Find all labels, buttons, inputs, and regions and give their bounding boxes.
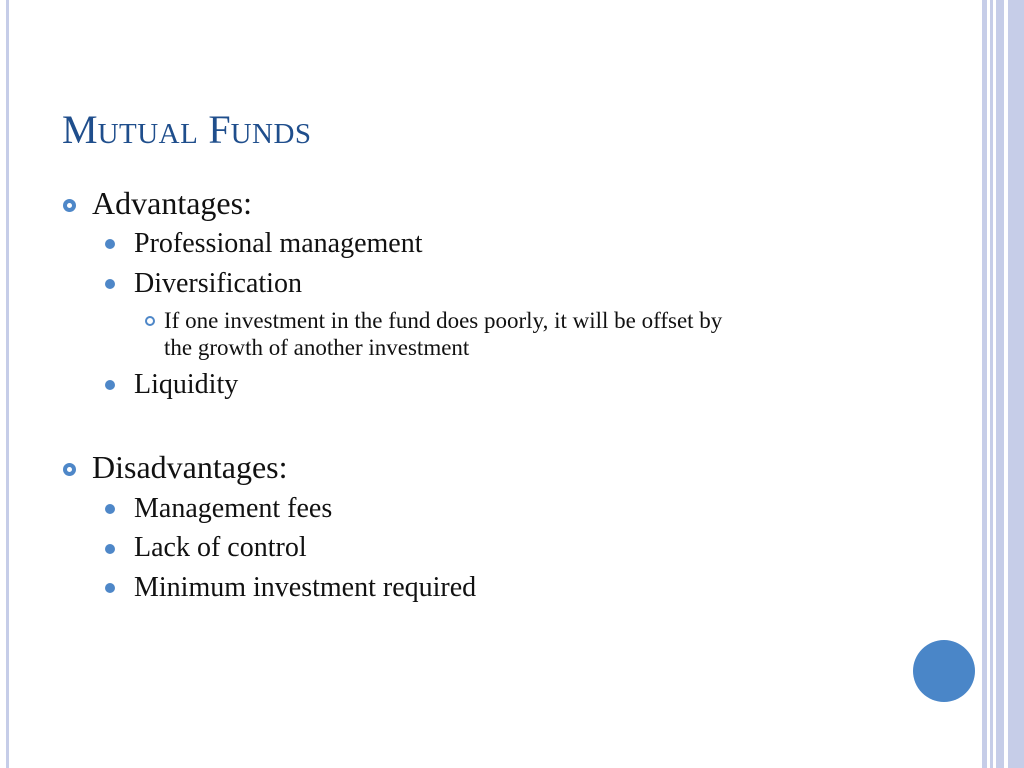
disadvantage-item: Management fees xyxy=(134,493,333,524)
advantage-item: Diversification xyxy=(134,268,302,299)
disadvantage-item: Minimum investment required xyxy=(134,572,477,603)
dot-bullet-icon xyxy=(105,544,115,554)
right-frame-stripe xyxy=(996,0,1004,768)
open-circle-bullet-icon xyxy=(63,199,76,212)
advantage-item: Liquidity xyxy=(134,369,239,400)
dot-bullet-icon xyxy=(105,279,115,289)
title-first-cap: M xyxy=(62,107,98,152)
disadvantage-item: Lack of control xyxy=(134,532,307,563)
right-frame-stripe xyxy=(982,0,987,768)
right-frame-stripe xyxy=(990,0,993,768)
advantage-subpoint: If one investment in the fund does poorly, it will be offset by xyxy=(164,308,723,333)
dot-bullet-icon xyxy=(105,380,115,390)
right-frame-stripe xyxy=(1008,0,1024,768)
dot-bullet-icon xyxy=(105,583,115,593)
open-circle-bullet-icon xyxy=(63,463,76,476)
ring-bullet-icon xyxy=(145,316,155,326)
advantage-item: Professional management xyxy=(134,228,423,259)
advantage-subpoint: the growth of another investment xyxy=(164,335,470,360)
title-first-rest: UTUAL xyxy=(97,118,199,150)
slide-title xyxy=(62,104,312,160)
decorative-circle xyxy=(913,640,975,702)
left-frame-line xyxy=(6,0,9,768)
disadvantages-heading: Disadvantages: xyxy=(92,449,288,485)
dot-bullet-icon xyxy=(105,239,115,249)
title-second-rest: UNDS xyxy=(230,118,312,150)
title-second-cap: F xyxy=(208,107,231,152)
dot-bullet-icon xyxy=(105,504,115,514)
advantages-heading: Advantages: xyxy=(92,185,252,221)
